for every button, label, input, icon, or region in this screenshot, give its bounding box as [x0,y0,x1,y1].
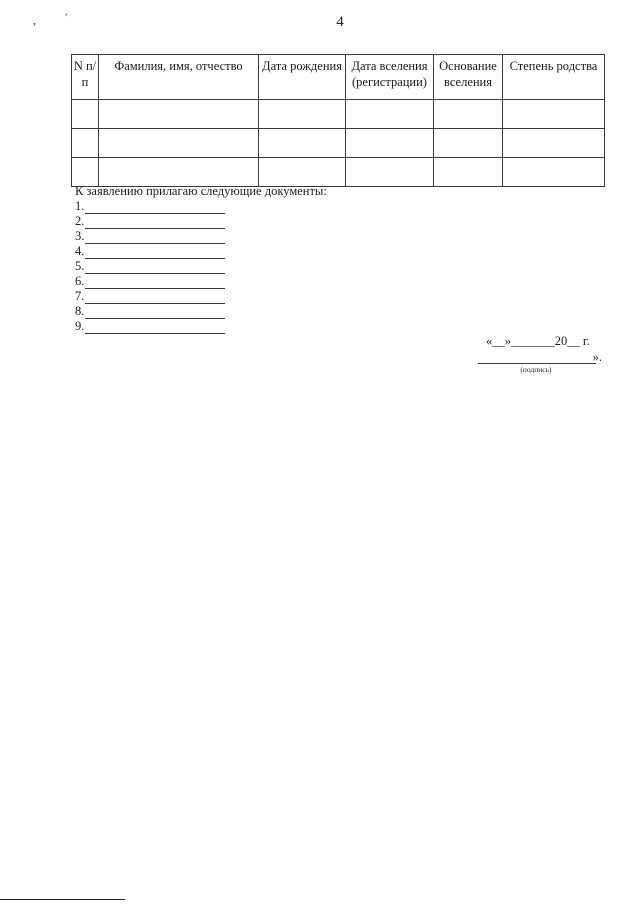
blank-line [85,307,225,319]
table-cell [503,158,605,187]
table-cell [72,100,99,129]
date-field: «__»_______20__ г. [486,334,590,348]
item-number: 6. [75,274,85,288]
attached-documents [75,184,327,334]
scan-speck: ′ [65,10,68,24]
documents-heading: К заявлению прилагаю следующие документы: [75,184,327,198]
item-number: 1. [75,199,85,213]
table-cell [346,158,434,187]
list-item [75,244,327,259]
signature-caption: (подпись) [520,365,552,374]
item-number: 9. [75,319,85,333]
page-number: 4 [336,14,344,30]
table-cell [99,100,259,129]
blank-line [85,322,225,334]
blank-line [85,277,225,289]
list-item [75,199,327,214]
signature-block [478,350,602,374]
blank-line [85,217,225,229]
list-item [75,304,327,319]
scan-speck: , [33,13,36,27]
item-number: 7. [75,289,85,303]
signature-line [478,350,602,365]
list-item [75,229,327,244]
header-number: N п/п [72,55,99,100]
item-number: 2. [75,214,85,228]
table-cell [503,129,605,158]
blank-line [85,202,225,214]
table-cell [503,100,605,129]
list-item [75,214,327,229]
list-item [75,274,327,289]
residents-table [71,54,605,187]
table-cell [346,129,434,158]
table-cell [434,100,503,129]
table-cell [259,158,346,187]
header-kinship: Степень родства [503,55,605,100]
table-cell [434,158,503,187]
header-full-name: Фамилия, имя, отчество [99,55,259,100]
table-header-row [72,55,605,100]
list-item [75,259,327,274]
blank-line [85,247,225,259]
table-row [72,129,605,158]
footnote-divider [0,899,125,900]
blank-line [85,232,225,244]
item-number: 4. [75,244,85,258]
documents-list [75,199,327,334]
table-row [72,100,605,129]
item-number: 5. [75,259,85,273]
blank-line [85,262,225,274]
item-number: 3. [75,229,85,243]
table-row [72,158,605,187]
blank-line [85,292,225,304]
header-basis: Основание вселения [434,55,503,100]
table-cell [99,158,259,187]
table-cell [434,129,503,158]
table-cell [99,129,259,158]
table-cell [346,100,434,129]
signature-closing-quote: ». [592,350,602,364]
header-birth-date: Дата рождения [259,55,346,100]
header-registration-date: Дата вселения (регистрации) [346,55,434,100]
signature-rule [478,363,596,364]
list-item [75,289,327,304]
item-number: 8. [75,304,85,318]
table-cell [259,129,346,158]
list-item [75,319,327,334]
table-cell [72,129,99,158]
table-cell [259,100,346,129]
table-cell [72,158,99,187]
